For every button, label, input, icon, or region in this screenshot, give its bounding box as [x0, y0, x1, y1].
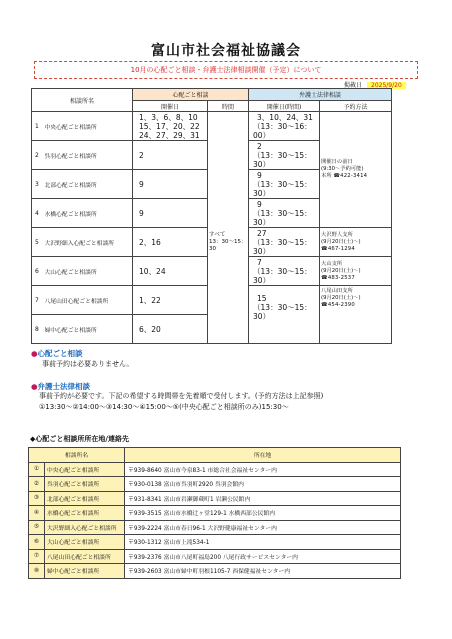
directory-center-name: 大沢野細入心配ごと相談所: [45, 520, 125, 535]
bengoshi-date: 15: [257, 294, 267, 303]
directory-address: 〒939-8640 富山市今泉83-1 市総合社会福祉センター内: [125, 462, 401, 477]
bengoshi-date: 9: [257, 170, 262, 180]
method-main-line3: 本所: [321, 173, 332, 179]
directory-num: ⑤: [29, 520, 45, 535]
method-ooyama-tel: ☎483-2537: [321, 274, 355, 281]
table-row: [32, 112, 392, 141]
method-main-line1: 開催日の前日: [321, 159, 353, 165]
directory-address: 〒930-0138 富山市呉羽町2920 呉羽会館内: [125, 477, 401, 492]
bengoshi-section-line1: 事前予約が必要です。下記の希望する時間帯を先着順で受付します。(予約方法は上記参照): [39, 392, 324, 400]
bengoshi-date-cell: [249, 112, 320, 141]
method-yatsuo-line2: (9月20日(土)～): [321, 295, 361, 301]
bengoshi-date-cell: [249, 199, 320, 228]
kokoro-dates: 2、16: [133, 228, 208, 257]
kokoro-section-text: 事前予約は必要ありません。: [42, 360, 134, 368]
center-name: 大山心配ごと相談所: [45, 257, 133, 286]
row-number: 5: [32, 228, 45, 257]
directory-center-name: 八尾山田心配ごと相談所: [45, 549, 125, 564]
directory-center-name: 婦中心配ごと相談所: [45, 564, 125, 579]
directory-row: [29, 477, 401, 492]
bengoshi-time: （13：30～15：30）: [253, 150, 312, 169]
directory-address: 〒939-2603 富山市婦中町羽根1105-7 西保健福祉センター内: [125, 564, 401, 579]
publish-date-value: 2025/9/20: [367, 82, 406, 89]
kokoro-dates: 6、20: [133, 315, 208, 344]
directory-center-name: 大山心配ごと相談所: [45, 535, 125, 550]
method-yatsuo-line1: 八尾山田支所: [321, 288, 353, 294]
directory-address: 〒930-1312 富山市上滝534-1: [125, 535, 401, 550]
method-oosawano-line2: (9月20日(土)～): [321, 238, 361, 245]
method-oosawano: [320, 228, 392, 257]
bengoshi-date-cell: [249, 257, 320, 286]
center-name: 北部心配ごと相談所: [45, 170, 133, 199]
directory-center-name: 呉羽心配ごと相談所: [45, 477, 125, 492]
kokoro-dates: 2: [133, 141, 208, 170]
bengoshi-date: 27: [257, 228, 267, 238]
directory-row: [29, 506, 401, 521]
bengoshi-date-cell: [249, 170, 320, 199]
bengoshi-date: 9: [257, 199, 262, 209]
kokoro-section-label: 心配ごと相談: [37, 349, 83, 358]
method-ooyama-line1: 大山支所: [321, 260, 343, 267]
method-main-line2: (9:30～予約可能): [321, 166, 364, 172]
kokoro-time-text: すべて 13：30～15：30: [209, 232, 247, 252]
schedule-table: [31, 88, 392, 344]
bengoshi-date-cell: [249, 286, 320, 344]
row-number: 2: [32, 141, 45, 170]
directory-header-name: 相談所名: [29, 448, 125, 463]
bullet-dot-icon: ●: [31, 382, 38, 391]
row-number: 1: [32, 112, 45, 141]
row-number: 7: [32, 286, 45, 315]
directory-table: [28, 447, 401, 579]
directory-num: ①: [29, 462, 45, 477]
kokoro-dates: 9: [133, 170, 208, 199]
center-name: 大沢野細入心配ごと相談所: [45, 228, 133, 257]
method-ooyama: [320, 257, 392, 286]
directory-center-name: 北部心配ごと相談所: [45, 491, 125, 506]
bengoshi-time: （13：30～15：30）: [253, 303, 312, 321]
bengoshi-time: （13：30～15：30）: [253, 237, 312, 256]
bengoshi-date: 7: [257, 257, 262, 267]
header-kaisaibi: 開催日: [133, 101, 208, 112]
method-main: [320, 112, 392, 228]
center-name: 八尾山田心配ごと相談所: [45, 286, 133, 315]
directory-row: [29, 520, 401, 535]
directory-row: [29, 535, 401, 550]
kokoro-section-title: [31, 348, 83, 359]
directory-address: 〒939-3515 富山市水橋辻ヶ堂129-1 水橋西部公民館内: [125, 506, 401, 521]
bengoshi-section-label: 弁護士法律相談: [37, 382, 91, 391]
center-name: 婦中心配ごと相談所: [45, 315, 133, 344]
method-ooyama-line2: (9月20日(土)～): [321, 267, 361, 274]
row-number: 8: [32, 315, 45, 344]
bengoshi-time: （13：30～15：30）: [253, 208, 312, 227]
directory-address: 〒939-2224 富山市春日96-1 大沢野健康福祉センター内: [125, 520, 401, 535]
page-subtitle: 10月の心配ごと相談・弁護士法律相談開催（予定）について: [34, 61, 418, 79]
bengoshi-time: （13：30～15：30）: [253, 179, 312, 198]
row-number: 4: [32, 199, 45, 228]
method-yatsuo-tel: ☎454-2390: [321, 302, 355, 308]
directory-row: [29, 491, 401, 506]
header-center-name: 相談所名: [32, 89, 133, 112]
directory-row: [29, 549, 401, 564]
directory-num: ⑦: [29, 549, 45, 564]
directory-row: [29, 564, 401, 579]
directory-address: 〒939-2376 富山市八尾町福島200 八尾行政サービスセンター内: [125, 549, 401, 564]
kokoro-time-shared: [208, 112, 249, 344]
method-oosawano-line1: 大沢野人支所: [321, 231, 353, 238]
directory-row: [29, 462, 401, 477]
bullet-dot-icon: ●: [31, 349, 38, 358]
header-kaisaibi-time: 開催日(時間): [249, 101, 320, 112]
header-jikan: 時間: [208, 101, 249, 112]
row-number: 3: [32, 170, 45, 199]
directory-num: ③: [29, 491, 45, 506]
center-name: 呉羽心配ごと相談所: [45, 141, 133, 170]
method-oosawano-tel: ☎467-1294: [321, 245, 355, 252]
directory-heading: ◆心配ごと相談所所在地/連絡先: [30, 435, 129, 443]
directory-address: 〒931-8341 富山市岩瀬御蔵町1 岩瀬公民館内: [125, 491, 401, 506]
directory-header-address: 所在地: [125, 448, 401, 463]
bengoshi-section-line2: ①13:30～②14:00～③14:30～④15:00～⑤(中央心配ごと相談所のみ)15:30～: [39, 403, 289, 411]
bengoshi-date: 3、10、24、31: [257, 112, 313, 122]
method-yatsuo: [320, 286, 392, 344]
publish-date-label: 掲載日: [344, 82, 363, 89]
kokoro-dates: 10、24: [133, 257, 208, 286]
bengoshi-time: （13：30～15：30）: [253, 266, 312, 285]
row-number: 6: [32, 257, 45, 286]
bengoshi-time: （13：30～16：00）: [253, 121, 312, 140]
directory-center-name: 中央心配ごと相談所: [45, 462, 125, 477]
header-bengoshi: 弁護士法律相談: [249, 89, 392, 101]
directory-num: ④: [29, 506, 45, 521]
directory-center-name: 水橋心配ごと相談所: [45, 506, 125, 521]
directory-num: ⑥: [29, 535, 45, 550]
method-main-tel: ☎422-3414: [333, 173, 368, 179]
header-kokoro: 心配ごと相談: [133, 89, 249, 101]
kokoro-dates: 1、3、6、8、10 15、17、20、22 24、27、29、31: [133, 112, 208, 141]
directory-num: ⑧: [29, 564, 45, 579]
kokoro-dates: 1、22: [133, 286, 208, 315]
directory-num: ②: [29, 477, 45, 492]
center-name: 中央心配ごと相談所: [45, 112, 133, 141]
bengoshi-date: 2: [257, 141, 262, 151]
center-name: 水橋心配ごと相談所: [45, 199, 133, 228]
header-houhou: 予約方法: [320, 101, 392, 112]
bengoshi-date-cell: [249, 141, 320, 170]
page-title: 富山市社会福祉協議会: [151, 43, 301, 59]
kokoro-dates: 9: [133, 199, 208, 228]
bengoshi-date-cell: [249, 228, 320, 257]
